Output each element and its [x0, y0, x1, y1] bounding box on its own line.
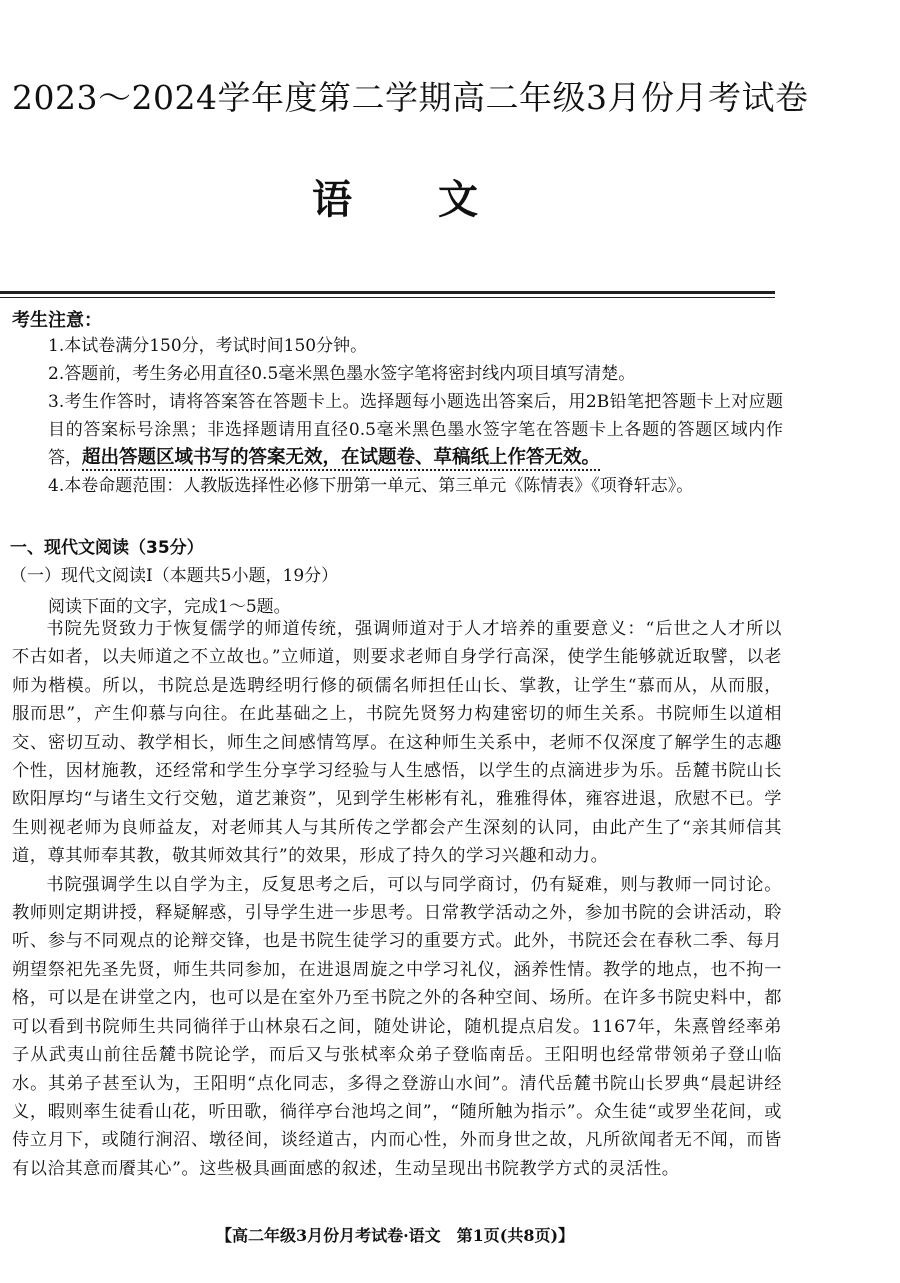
notice-item-3	[48, 388, 783, 472]
page-footer: 【高二年级3月份月考试卷·语文 第1页(共8页)】	[215, 1226, 575, 1245]
notice-item-2: 2.答题前，考生务必用直径0.5毫米黑色墨水签字笔将密封线内项目填写清楚。	[48, 364, 636, 384]
subject-title: 语文	[312, 177, 564, 223]
notice-item-4: 4.本卷命题范围：人教版选择性必修下册第一单元、第三单元《陈情表》《项脊轩志》。	[48, 476, 694, 496]
exam-title: 2023～2024学年度第二学期高二年级3月份月考试卷	[12, 78, 809, 117]
section-title: 一、现代文阅读（35分）	[10, 538, 204, 558]
section-subtitle: （一）现代文阅读Ⅰ（本题共5小题，19分）	[10, 566, 339, 586]
passage-paragraph-2: 书院强调学生以自学为主，反复思考之后，可以与同学商讨，仍有疑难，则与教师一同讨论。教师则定期讲授，释疑解惑，引导学生进一步思考。日常教学活动之外，参加书院的会讲活动，聆听、参与不同观点的论辩交锋，也是书院生徒学习的重要方式。此外，书院还会在春秋二季、每月朔望祭祀先圣先贤，师生共同参加，在进退周旋之中学习礼仪，涵养性情。教学的地点，也不拘一格，可以是在讲堂之内，也可以是在室外乃至书院之外的各种空间、场所。在许多书院史料中，都可以看到书院师生共同徜徉于山林泉石之间，随处讲论，随机提点启发。1167年，朱熹曾经率弟子从武夷山前往岳麓书院论学，而后又与张栻率众弟子登临南岳。王阳明也经常带领弟子登山临水。其弟子甚至认为，王阳明“点化同志，多得之登游山水间”。清代岳麓书院山长罗典“晨起讲经义，暇则率生徒看山花，听田歌，徜徉亭台池坞之间”，“随所触为指示”。众生徒“或罗坐花间，或侍立月下，或随行涧沼、墩径间，谈经道古，内而心性，外而身世之故，凡所欲闻者无不闻，而皆有以洽其意而餍其心”。这些极具画面感的叙述，生动呈现出书院教学方式的灵活性。	[12, 874, 782, 1179]
notice-heading: 考生注意：	[12, 310, 102, 331]
notice-item-3-text: 3.考生作答时，请将答案答在答题卡上。选择题每小题选出答案后，用2B铅笔把答题卡上对应题目的答案标号涂黑；非选择题请用直径0.5毫米黑色墨水签字笔在答题卡上各题的答题区域内作答，	[48, 392, 783, 468]
reading-prompt: 阅读下面的文字，完成1～5题。	[48, 597, 291, 617]
notice-list	[48, 332, 783, 500]
passage-paragraph-1: 书院先贤致力于恢复儒学的师道传统，强调师道对于人才培养的重要意义：“后世之人才所以不古如者，以夫师道之不立故也。”立师道，则要求老师自身学行高深，使学生能够就近取譬，以老师为楷模。所以，书院总是选聘经明行修的硕儒名师担任山长、掌教，让学生“慕而从，从而服，服而思”，产生仰慕与向往。在此基础之上，书院先贤努力构建密切的师生关系。书院师生以道相交、密切互动、教学相长，师生之间感情笃厚。在这种师生关系中，老师不仅深度了解学生的志趣个性，因材施教，还经常和学生分享学习经验与人生感悟，以学生的点滴进步为乐。岳麓书院山长欧阳厚均“与诸生文行交勉，道艺兼资”，见到学生彬彬有礼，雅雅得体，雍容进退，欣慰不已。学生则视老师为良师益友，对老师其人与其所传之学都会产生深刻的认同，由此产生了“亲其师信其道，尊其师奉其教，敬其师效其行”的效果，形成了持久的学习兴趣和动力。	[12, 619, 782, 867]
reading-passage	[12, 615, 782, 1183]
notice-item-3-emphasis: 超出答题区域书写的答案无效，在试题卷、草稿纸上作答无效。	[82, 447, 601, 468]
notice-item-1: 1.本试卷满分150分，考试时间150分钟。	[48, 336, 368, 356]
header-divider-thin	[0, 297, 775, 298]
header-divider-thick	[0, 291, 775, 294]
